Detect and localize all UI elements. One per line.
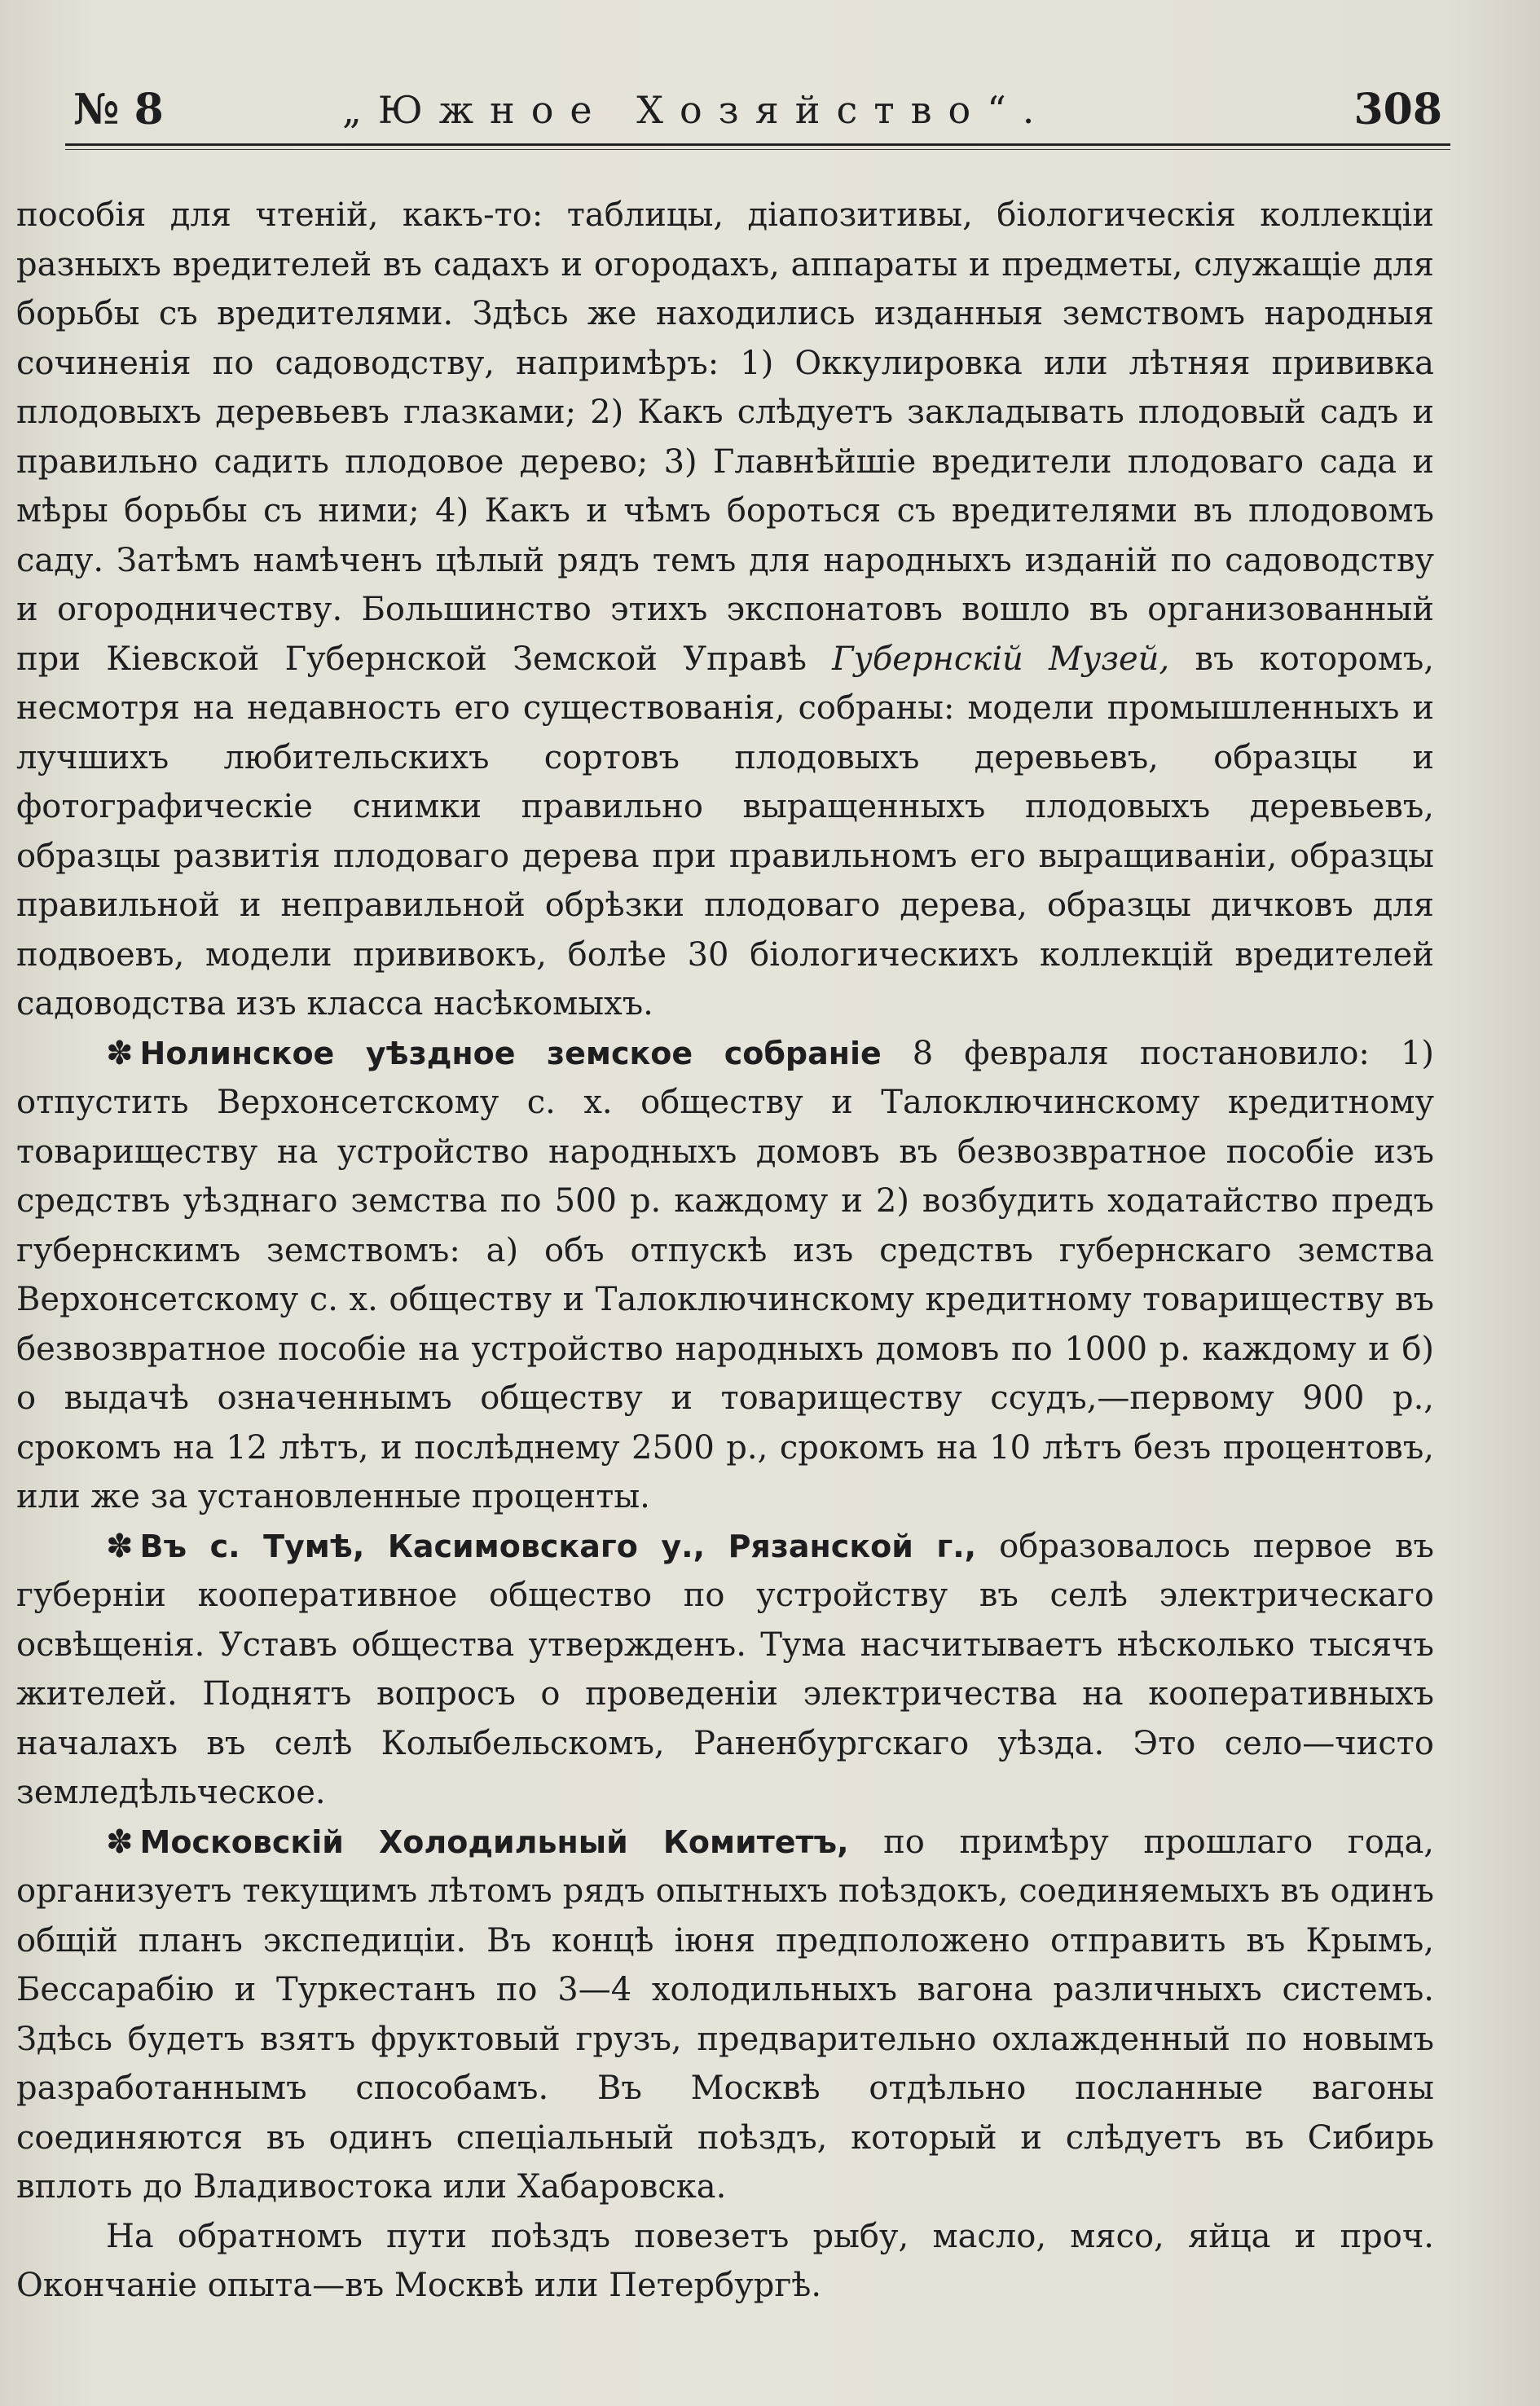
paragraph-return: На обратномъ пути поѣздъ повезетъ рыбу, масло, мясо, яйца и проч. Окончаніе опыта—въ Москвѣ или Петербургѣ. [16, 2217, 1434, 2304]
issue-number: № 8 [73, 85, 164, 134]
lead-nolinsk: Нолинское уѣздное земское собраніе [139, 1035, 882, 1071]
star-bullet-icon: ✽ [106, 1823, 134, 1861]
paragraph-museum: пособія для чтеній, какъ-то: таблицы, діапозитивы, біологическія коллекціи разныхъ вредителей въ садахъ и огородахъ, аппараты и предметы, служащіе для борьбы съ вредителями. Здѣсь же находились изданныя земствомъ народныя сочиненія по садоводству, напримѣръ: 1) Оккулировка или лѣтняя прививка плодовыхъ деревьевъ глазками; 2) Какъ слѣдуетъ закладывать плодовый садъ и правильно садить плодовое дерево; 3) Главнѣйшіе вредители плодоваго сада и мѣры борьбы съ ними; 4) Какъ и чѣмъ бороться съ вредителями въ плодовомъ саду. Затѣмъ намѣченъ цѣлый рядъ темъ для народныхъ изданій по садоводству и огородничеству. Большинство этихъ экспонатовъ вошло въ организованный при Кіевской Губернской Земской Управѣ Губернскій Музей, въ которомъ, несмотря на недавность его существованія, собраны: модели промышленныхъ и лучшихъ любительскихъ сортовъ плодовыхъ деревьевъ, образцы и фотографическіе снимки правильно выращенныхъ плодовыхъ деревьевъ, образцы развитія плодоваго дерева при правильномъ его выращиваніи, образцы правильной и неправильной обрѣзки плодоваго дерева, образцы дичковъ для подвоевъ, модели прививокъ, болѣе 30 біологическихъ коллекцій вредителей садоводства изъ класса насѣкомыхъ. [16, 196, 1434, 1023]
header-rule-thin [65, 149, 1450, 150]
page-header [65, 85, 1450, 150]
paragraph-moscow: ✽ Московскій Холодильный Комитетъ, по примѣру прошлаго года, организуетъ текущимъ лѣтомъ рядъ опытныхъ поѣздокъ, соединяемыхъ въ одинъ общій планъ экспедиціи. Въ концѣ іюня предположено отправить въ Крымъ, Бессарабію и Туркестанъ по 3—4 холодильныхъ вагона различныхъ системъ. Здѣсь будетъ взятъ фруктовый грузъ, предварительно охлажденный по новымъ разработаннымъ способамъ. Въ Москвѣ отдѣльно посланные вагоны соединяются въ одинъ спеціальный поѣздъ, который и слѣдуетъ въ Сибирь вплоть до Владивостока или Хабаровска. [16, 1823, 1435, 2206]
emphasis-museum: Губернскій Музей, [832, 640, 1170, 678]
lead-moscow: Московскій Холодильный Комитетъ, [139, 1823, 849, 1860]
paragraph-tuma: ✽ Въ с. Тумѣ, Касимовскаго у., Рязанской г., образовалось первое въ губерніи кооперативное общество по устройству въ селѣ электрическаго освѣщенія. Уставъ общества утвержденъ. Тума насчитываетъ нѣсколько тысячъ жителей. Поднятъ вопросъ о проведеніи электричества на кооперативныхъ началахъ въ селѣ Колыбельскомъ, Раненбургскаго уѣзда. Это село—чисто земледѣльческое. [16, 1527, 1434, 1811]
journal-title: „Южное Хозяйство“. [342, 88, 1051, 132]
paragraph-nolinsk: ✽ Нолинское уѣздное земское собраніе 8 февраля постановило: 1) отпустить Верхонсетскому с. х. обществу и Талоключинскому кредитному товариществу на устройство народныхъ домовъ въ безвозвратное пособіе изъ средствъ уѣзднаго земства по 500 р. каждому и 2) возбудить ходатайство предъ губернскимъ земствомъ: а) объ отпускѣ изъ средствъ губернскаго земства Верхонсетскому с. х. обществу и Талоключинскому кредитному товариществу въ безвозвратное пособіе на устройство народныхъ домовъ по 1000 р. каждому и б) о выдачѣ означеннымъ обществу и товариществу ссудъ,—первому 900 р., срокомъ на 12 лѣтъ, и послѣднему 2500 р., срокомъ на 10 лѣтъ безъ процентовъ, или же за установленные проценты. [16, 1034, 1434, 1515]
star-bullet-icon: ✽ [106, 1034, 134, 1072]
header-rule [65, 143, 1450, 146]
lead-tuma: Въ с. Тумѣ, Касимовскаго у., Рязанской г., [139, 1528, 977, 1564]
page-number: 308 [1353, 85, 1442, 134]
star-bullet-icon: ✽ [106, 1527, 134, 1565]
article-body [16, 191, 1434, 2311]
